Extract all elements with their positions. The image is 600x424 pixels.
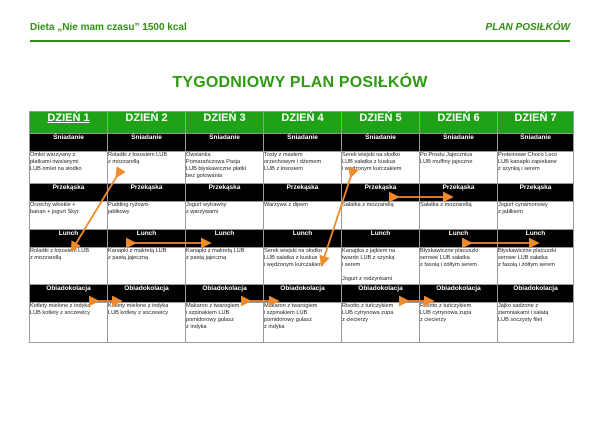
meal-label: Śniadanie [342,134,420,152]
food-cell: Kotlety mielone z indyka LUB kotlety z soczewicy [108,303,186,343]
food-cell: Proteinowe Choco Loco LUB kanapki zapiekane z szynką i serem [498,152,574,184]
day-header: DZIEŃ 5 [342,112,420,134]
food-cell: Sałatka z mozzarellą [420,202,498,230]
food-cell: Kanapki z makrelą LUB z pastą jajeczną [186,248,264,285]
meal-label: Lunch [420,230,498,248]
day-header: DZIEŃ 6 [420,112,498,134]
meal-label: Przekąska [30,184,108,202]
meal-header-row-breakfast [30,134,574,152]
meal-label: Lunch [30,230,108,248]
food-cell: Roladki z łososiem LUB z mozzarellą [108,152,186,184]
meal-label: Śniadanie [30,134,108,152]
food-cell: Kanapka z jajkiem na twardo LUB z szynką i serem Jogurt z rodzynkami [342,248,420,285]
meal-label: Przekąska [186,184,264,202]
food-row-dinner [30,303,574,343]
day-header: DZIEŃ 3 [186,112,264,134]
meal-label: Przekąska [264,184,342,202]
meal-label: Przekąska [342,184,420,202]
meal-label: Obiadokolacja [30,285,108,303]
food-cell: Serek wiejski na słodko LUB sałatka z kuskus i wędzonym kurczakiem [342,152,420,184]
food-cell: Sałatka z mozzarellą [342,202,420,230]
meal-plan-table [29,111,574,343]
meal-header-row-dinner [30,285,574,303]
meal-label: Obiadokolacja [186,285,264,303]
food-row-breakfast [30,152,574,184]
food-cell: Orzechy włoskie + banan + jogurt Skyr [30,202,108,230]
food-cell: Omlet warzywny z płatkami owsianymi LUB omlet na słodko [30,152,108,184]
food-row-snack [30,202,574,230]
food-cell: Risotto z tuńczykiem LUB cytrynowa zupa z ciecierzy [342,303,420,343]
food-cell: Warzywa z dipem [264,202,342,230]
meal-label: Obiadokolacja [264,285,342,303]
meal-label: Obiadokolacja [420,285,498,303]
day-header: DZIEŃ 4 [264,112,342,134]
meal-label: Śniadanie [264,134,342,152]
meal-label: Obiadokolacja [108,285,186,303]
food-row-lunch [30,248,574,285]
day-header: DZIEŃ 1 [30,112,108,134]
meal-label: Obiadokolacja [342,285,420,303]
food-cell: Błyskawiczne placuszki serowe LUB sałatka z fasolą i żółtym serem [420,248,498,285]
food-cell: Pudding ryżowo- jabłkowy [108,202,186,230]
meal-label: Lunch [342,230,420,248]
food-cell: Kanapki z makrelą LUB z pastą jajeczną [108,248,186,285]
day-header-row [30,112,574,134]
plan-label: PLAN POSIŁKÓW [485,22,570,33]
food-cell: Risotto z tuńczykiem LUB cytrynowa zupa z ciecierzy [420,303,498,343]
day-header: DZIEŃ 2 [108,112,186,134]
food-cell: Jogurt cynamonowy z jabłkiem [498,202,574,230]
meal-label: Lunch [498,230,574,248]
food-cell: Po Prostu Jajecznica LUB muffiny jajeczne [420,152,498,184]
meal-label: Przekąska [108,184,186,202]
page-title: TYGODNIOWY PLAN POSIŁKÓW [172,74,428,91]
meal-label: Śniadanie [420,134,498,152]
food-cell: Owsianka Pomarańczowa Pasja LUB błyskawiczne płatki bez gotowania [186,152,264,184]
meal-label: Lunch [264,230,342,248]
food-cell: Makaron z twarogiem i szpinakiem LUB pomidorowy gulasz z indyka [264,303,342,343]
meal-label: Śniadanie [108,134,186,152]
food-cell: Jogurt wytrawny z warzywami [186,202,264,230]
header-divider [30,40,570,42]
meal-label: Przekąska [420,184,498,202]
meal-label: Lunch [108,230,186,248]
meal-header-row-snack [30,184,574,202]
meal-label: Śniadanie [186,134,264,152]
food-cell: Jajko sadzone z ziemniakami i sałatą LUB soczysty filet [498,303,574,343]
food-cell: Błyskawiczne placuszki serowe LUB sałatka z fasolą i żółtym serem [498,248,574,285]
day-header: DZIEŃ 7 [498,112,574,134]
food-cell: Serek wiejski na słodko LUB sałatka z kuskus i wędzonym kurczakiem [264,248,342,285]
food-cell: Tosty z masłem orzechowym i dżemem LUB z łososiem [264,152,342,184]
food-cell: Kotlety mielone z indyka LUB kotlety z soczewicy [30,303,108,343]
meal-label: Przekąska [498,184,574,202]
meal-label: Śniadanie [498,134,574,152]
page-header [30,22,570,38]
food-cell: Makaron z twarogiem i szpinakiem LUB pomidorowy gulasz z indyka [186,303,264,343]
meal-label: Lunch [186,230,264,248]
meal-label: Obiadokolacja [498,285,574,303]
food-cell: Roladki z łososiem LUB z mozzarellą [30,248,108,285]
meal-header-row-lunch [30,230,574,248]
diet-name: Dieta „Nie mam czasu” 1500 kcal [30,22,187,33]
